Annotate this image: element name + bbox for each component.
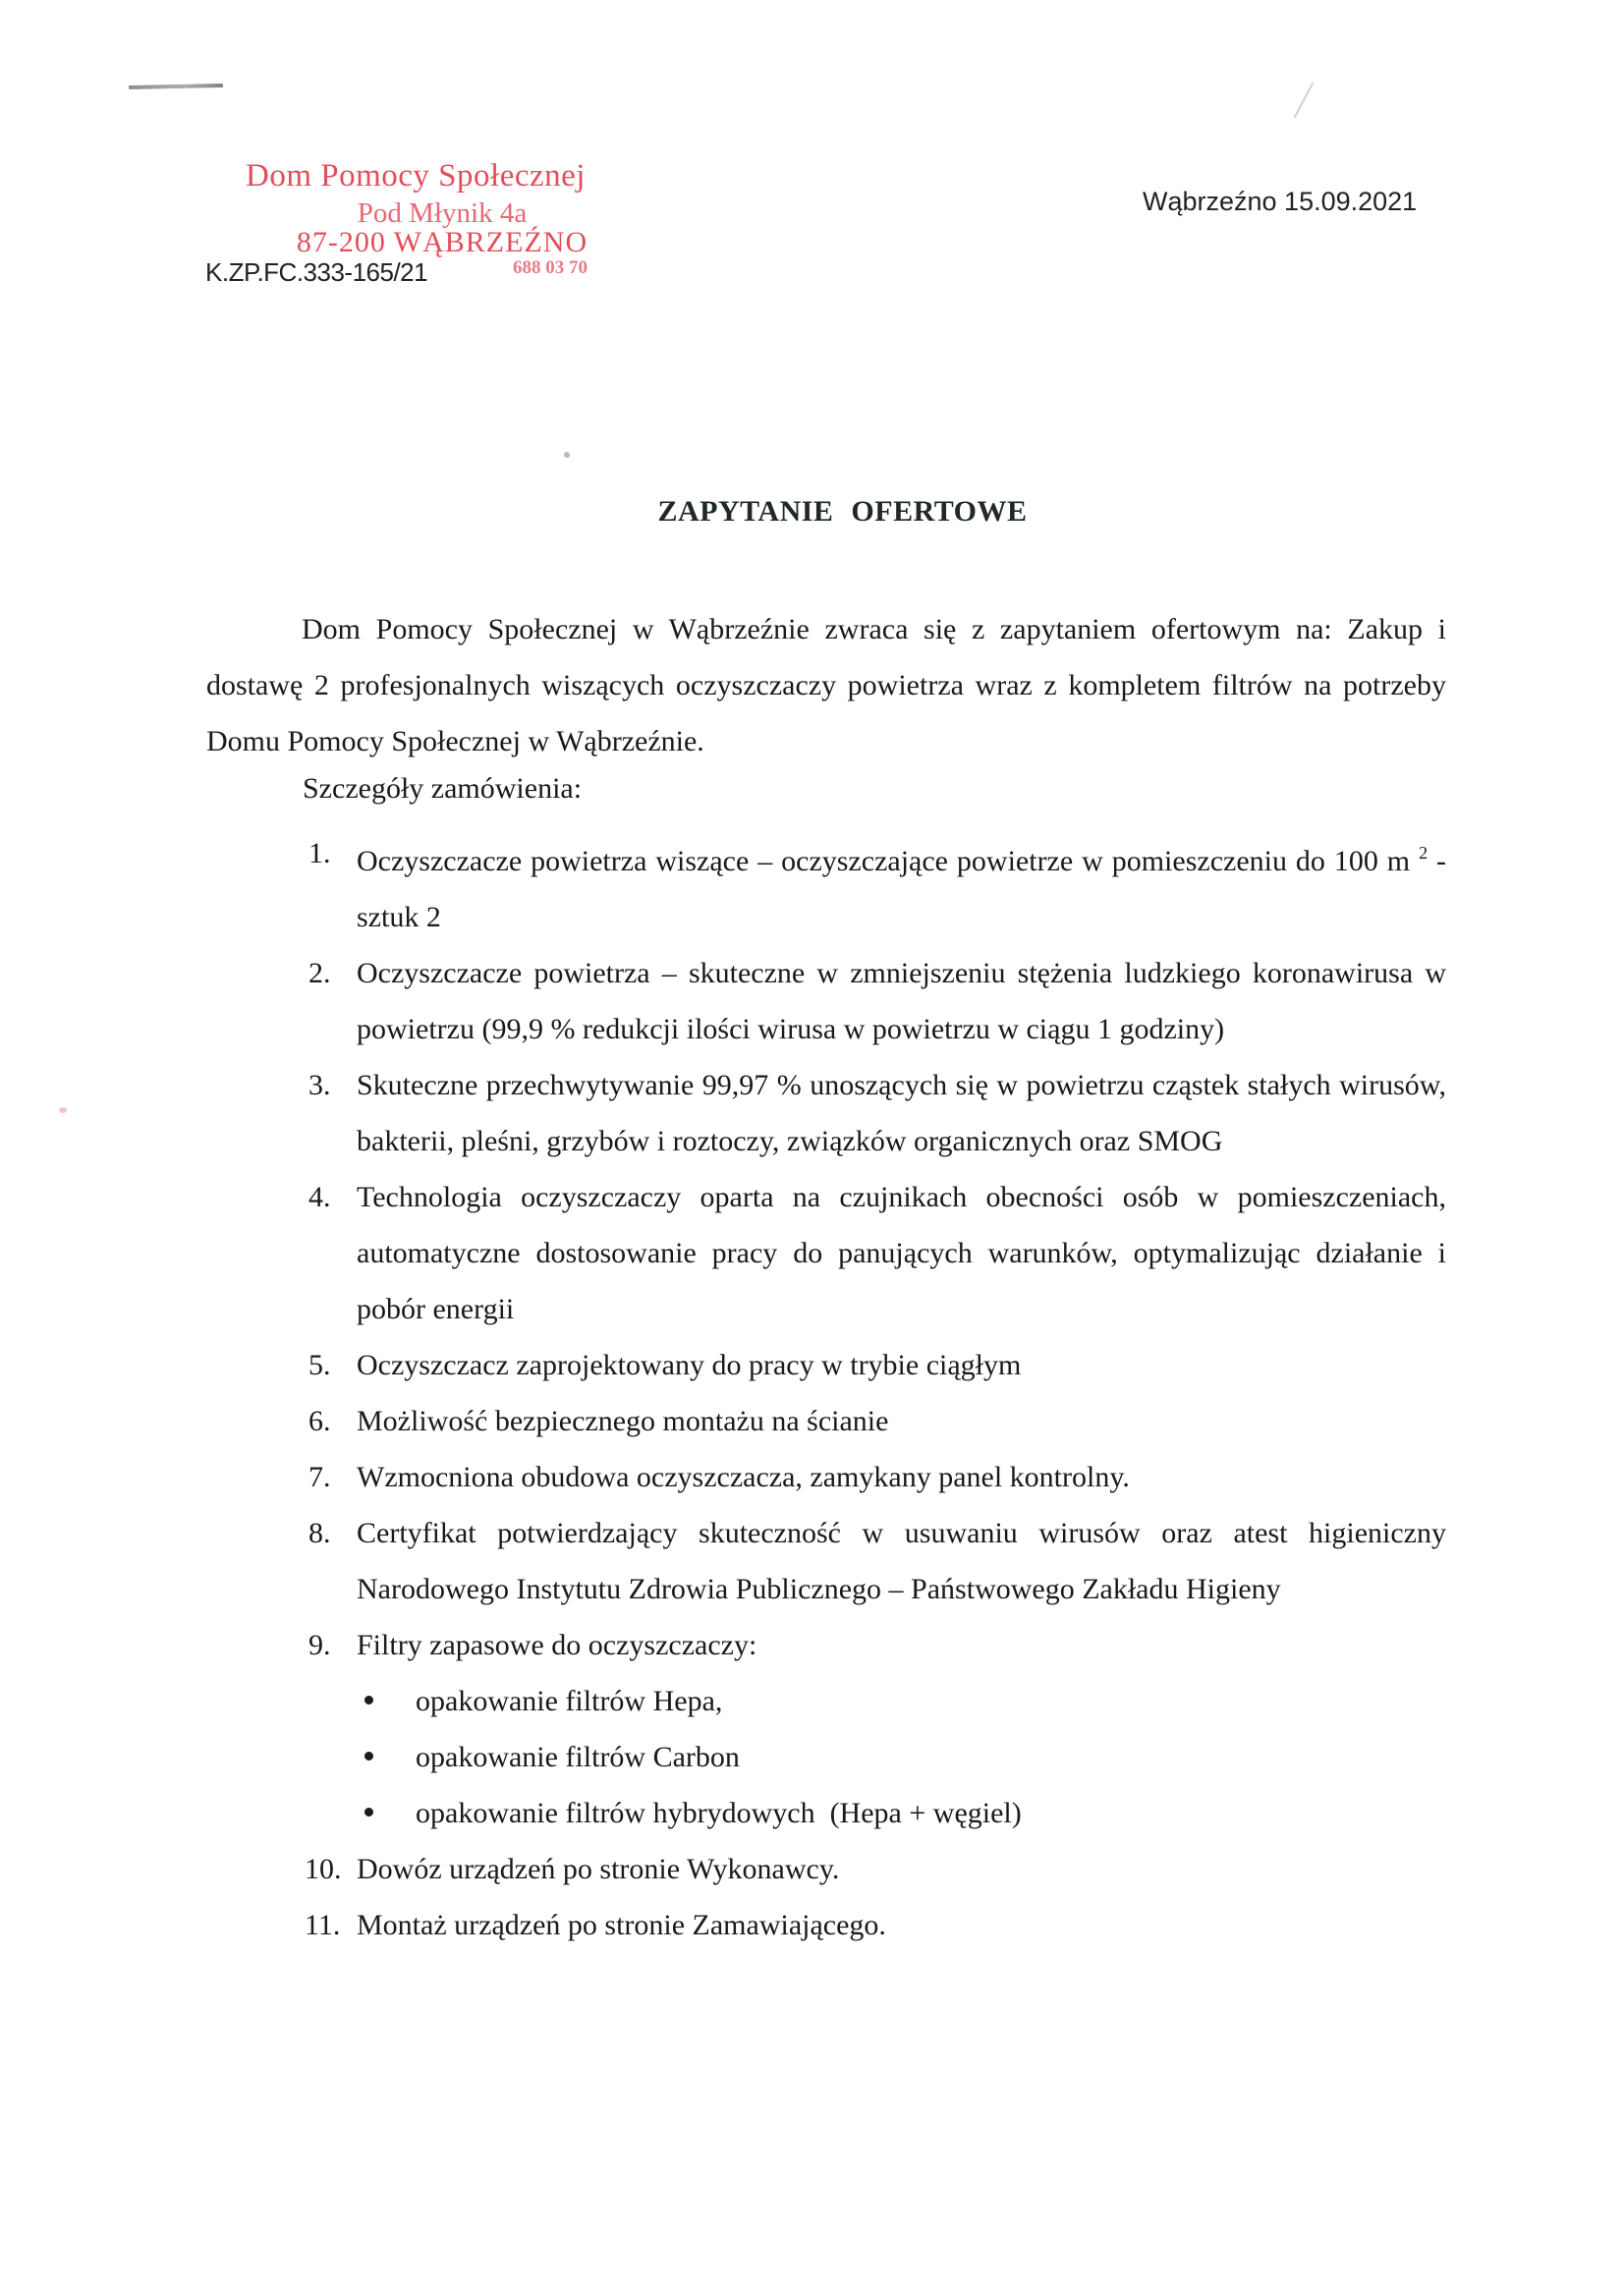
list-item <box>305 1393 1446 1449</box>
sublist-item-text: opakowanie filtrów Hepa, <box>416 1685 723 1717</box>
sublist-item <box>357 1785 1446 1841</box>
bullet-icon <box>364 1696 373 1705</box>
item-text-suffix: - sztuk 2 <box>357 845 1446 933</box>
item-text: Skuteczne przechwytywanie 99,97 % unoszących się w powietrzu cząstek stałych wirusów, bakterii, pleśni, grzybów i roztoczy, związków organicznych oraz SMOG <box>357 1069 1446 1157</box>
bullet-icon <box>364 1752 373 1761</box>
item-number: 4. <box>308 1181 331 1213</box>
sublist-item-text: opakowanie filtrów hybrydowych (Hepa + węgiel) <box>416 1797 1022 1829</box>
item-number: 10. <box>305 1853 342 1885</box>
list-item <box>305 1841 1446 1897</box>
item-text: Montaż urządzeń po stronie Zamawiającego. <box>357 1909 886 1941</box>
requirements-list <box>305 825 1446 1953</box>
scan-artifact-pink <box>59 1107 67 1113</box>
item-text: Technologia oczyszczaczy oparta na czujnikach obecności osób w pomieszczeniach, automatyczne dostosowanie pracy do panujących warunków, optymalizując działanie i pobór energii <box>357 1181 1446 1325</box>
item-text: Filtry zapasowe do oczyszczaczy: <box>357 1629 757 1661</box>
superscript: 2 <box>1419 843 1428 863</box>
item-number: 5. <box>308 1349 331 1381</box>
item-text: Oczyszczacze powietrza wiszące – oczyszczające powietrze w pomieszczeniu do 100 m <box>357 845 1420 877</box>
sublist-item-text: opakowanie filtrów Carbon <box>416 1741 740 1773</box>
scan-artifact-dot <box>564 452 570 458</box>
item-text: Dowóz urządzeń po stronie Wykonawcy. <box>357 1853 840 1885</box>
scan-artifact-line <box>129 84 223 89</box>
item-text: Oczyszczacze powietrza – skuteczne w zmniejszeniu stężenia ludzkiego koronawirusa w powietrzu (99,9 % redukcji ilości wirusa w powietrzu w ciągu 1 godziny) <box>357 957 1446 1045</box>
item-number: 11. <box>305 1909 341 1941</box>
item-number: 2. <box>308 957 331 989</box>
item-text: Oczyszczacz zaprojektowany do pracy w trybie ciągłym <box>357 1349 1022 1381</box>
intro-paragraph: Dom Pomocy Społecznej w Wąbrzeźnie zwraca się z zapytaniem ofertowym na: Zakup i dostawę 2 profesjonalnych wiszących oczyszczaczy powietrza wraz z kompletem filtrów na potrzeby Domu Pomocy Społecznej w Wąbrzeźnie. <box>206 613 1446 757</box>
sublist-item <box>357 1673 1446 1729</box>
list-item <box>305 1337 1446 1393</box>
place-and-date: Wąbrzeźno 15.09.2021 <box>1143 187 1418 216</box>
item-number: 1. <box>308 837 331 869</box>
list-item <box>305 1617 1446 1841</box>
stamp-street: Pod Młynik 4a <box>357 197 528 229</box>
item-text: Certyfikat potwierdzający skuteczność w usuwaniu wirusów oraz atest higieniczny Narodowego Instytutu Zdrowia Publicznego – Państwowego Zakładu Higieny <box>357 1517 1446 1605</box>
list-item <box>305 1449 1446 1505</box>
item-number: 9. <box>308 1629 331 1661</box>
item-number: 7. <box>308 1461 331 1493</box>
details-label: Szczegóły zamówienia: <box>303 772 583 805</box>
filter-sublist <box>357 1673 1446 1841</box>
list-item <box>305 1169 1446 1337</box>
bullet-icon <box>364 1808 373 1817</box>
reference-number: K.ZP.FC.333-165/21 <box>205 257 428 287</box>
list-item <box>305 1897 1446 1953</box>
item-number: 3. <box>308 1069 331 1101</box>
sublist-item <box>357 1729 1446 1785</box>
item-number: 6. <box>308 1405 331 1437</box>
stamp-city: 87-200 WĄBRZEŹNO <box>296 226 588 258</box>
document-title: ZAPYTANIE OFERTOWE <box>657 495 1028 528</box>
item-text: Wzmocniona obudowa oczyszczacza, zamykany panel kontrolny. <box>357 1461 1130 1493</box>
stamp-phone: 688 03 70 <box>513 257 588 278</box>
list-item <box>305 1505 1446 1617</box>
list-item <box>305 1057 1446 1169</box>
list-item <box>305 945 1446 1057</box>
item-number: 8. <box>308 1517 331 1549</box>
list-item <box>305 825 1446 945</box>
item-text: Możliwość bezpiecznego montażu na ścianie <box>357 1405 889 1437</box>
scan-artifact-slash <box>1294 83 1315 118</box>
stamp-institution-name: Dom Pomocy Społecznej <box>246 158 586 194</box>
